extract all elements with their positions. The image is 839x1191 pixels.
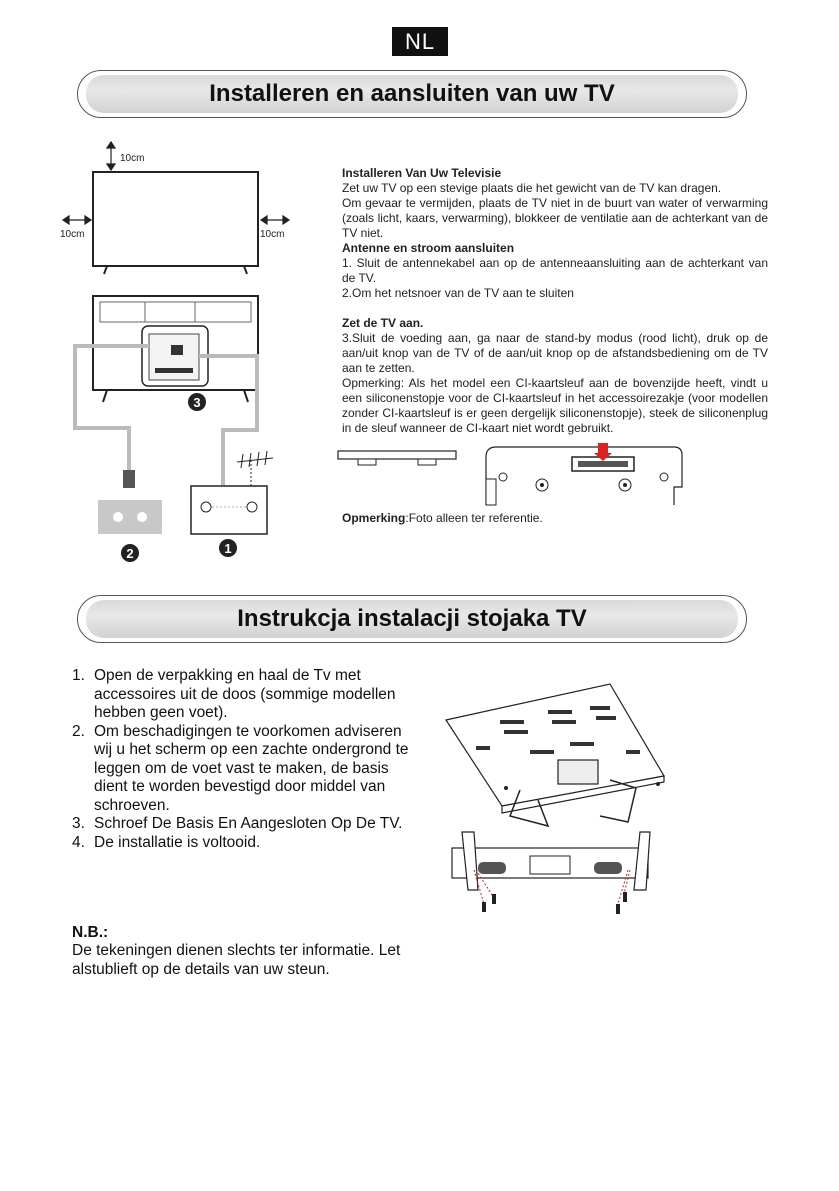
clearance-top-arrow xyxy=(107,142,115,170)
connection-diagram xyxy=(45,140,295,565)
clearance-right-label: 10cm xyxy=(260,229,285,240)
section-title-install: Installeren en aansluiten van uw TV xyxy=(86,75,738,113)
nb-label: N.B.: xyxy=(72,924,109,941)
nb-text: De tekeningen dienen slechts ter informatie. Let alstublieft op de details van uw steun. xyxy=(72,942,401,978)
antenna-wall-outlet xyxy=(191,486,267,534)
install-paragraph-2: Om gevaar te vermijden, plaats de TV niet in de buurt van water of verwarming (zoals licht, kaars, verwarming), blokkeer de ventilatie aan de achterkant van de TV niet. xyxy=(342,196,768,240)
svg-text:1: 1 xyxy=(224,541,232,556)
section-banner-install xyxy=(77,70,747,118)
heading-power-on: Zet de TV aan. xyxy=(342,316,424,330)
svg-text:3: 3 xyxy=(193,395,201,410)
stand-mounting-illustration xyxy=(440,680,670,925)
section-banner-stand xyxy=(77,595,747,643)
stand-install-steps xyxy=(72,667,412,852)
tv-base-front xyxy=(452,832,650,890)
badge-2 xyxy=(121,544,139,562)
power-paragraph: 3.Sluit de voeding aan, ga naar de stand-by modus (rood licht), druk op de aan/uit knop van de TV of de aan/uit knop op de afstandsbediening om de TV aan te zetten. xyxy=(342,331,768,375)
install-paragraph-1: Zet uw TV op een stevige plaats die het gewicht van de TV kan dragen. xyxy=(342,181,722,195)
wall-power-socket xyxy=(98,500,162,534)
language-badge: NL xyxy=(392,27,448,56)
tv-front xyxy=(93,172,258,266)
clearance-top-label: 10cm xyxy=(120,153,145,164)
svg-text:2: 2 xyxy=(126,546,134,561)
clearance-right-arrow xyxy=(261,216,289,224)
tv-back xyxy=(93,296,258,402)
ci-slot-note: Opmerking: Als het model een CI-kaartsleuf aan de bovenzijde heeft, vindt u een siliconenstopje voor de CI-kaartsleuf in het accessoirezakje (voor modellen zonder CI-kaartsleuf is er geen dergelijk siliconenstopje), steek de siliconenplug in de sleuf wanneer de CI-kaart niet wordt gebruikt. xyxy=(342,376,768,435)
heading-antenna: Antenne en stroom aansluiten xyxy=(342,241,515,255)
badge-1 xyxy=(219,539,237,557)
step-item: 2. Om beschadigingen te voorkomen adviseren wij u het scherm op een zachte ondergrond te leggen om de voet vast te maken, de basis dient te worden bevestigd door middel van schroeven. xyxy=(72,722,409,814)
tv-back-perspective xyxy=(446,684,664,813)
step-item: 1. Open de verpakking en haal de Tv met accessoires uit de doos (sommige modellen hebben geen voet). xyxy=(72,667,396,721)
antenna-paragraph-1: 1. Sluit de antennekabel aan op de antenneaansluiting aan de achterkant van de TV. xyxy=(342,256,768,285)
nb-note xyxy=(72,924,417,979)
step-item: 3. Schroef De Basis En Aangesloten Op De TV. xyxy=(72,815,403,832)
heading-install: Installeren Van Uw Televisie xyxy=(342,166,502,180)
photo-reference-note xyxy=(342,511,768,526)
ci-slot-illustration xyxy=(336,443,686,509)
clearance-left-label: 10cm xyxy=(60,229,85,240)
note-label: Opmerking xyxy=(342,511,406,525)
clearance-left-arrow xyxy=(63,216,91,224)
badge-3 xyxy=(188,393,206,411)
install-instructions xyxy=(342,166,768,436)
antenna-paragraph-2: 2.Om het netsnoer van de TV aan te sluiten xyxy=(342,286,574,300)
step-item: 4. De installatie is voltooid. xyxy=(72,833,261,851)
note-text: :Foto alleen ter referentie. xyxy=(405,511,543,525)
section-title-stand: Instrukcja instalacji stojaka TV xyxy=(86,600,738,638)
